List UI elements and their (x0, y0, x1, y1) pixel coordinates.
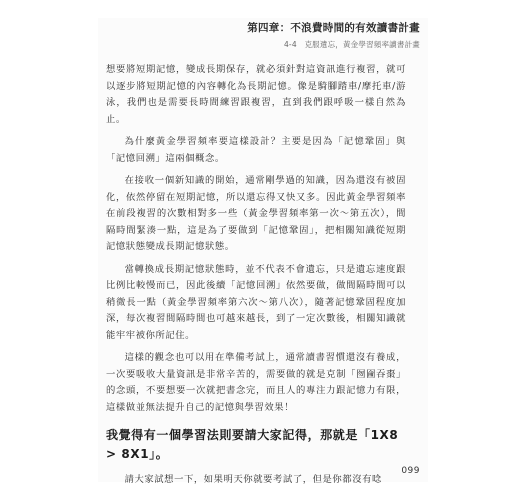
paragraph: 這樣的觀念也可以用在準備考試上，通常讀書習慣還沒有養成，一次要吸收大量資訊是非常辛苦的，需要做的就是克制「囫圇吞棗」的念頭，不要想要一次就把書念完，而且人的專注力跟記憶力有限，這樣做並無法提升自己的記憶與學習效果！ (106, 352, 406, 413)
section-heading: 我覺得有一個學習法則要請大家記得，那就是「1X8 > 8X1」。 (106, 428, 399, 461)
paragraph: 請大家試想一下，如果明天你就要考試了，但是你都沒有唸 (124, 474, 382, 485)
section-subtitle: 4-4 克服遺忘，黃金學習頻率讀書計畫 (283, 40, 420, 49)
paragraph: 當轉換成長期記憶狀態時，並不代表不會遺忘，只是遺忘速度跟比例比較慢而已，因此後續「記憶回溯」依然要做，做間隔時間可以稍微長一點（黃金學習頻率第六次～第八次），隨著記憶鞏固程度加深，每次複習間隔時間也可越來越長，到了一定次數後，相關知識就能牢牢被你所記住。 (106, 263, 406, 341)
paragraph: 在接收一個新知識的開始，通常剛學過的知識，因為還沒有被固化，依然停留在短期記憶，所以還忘得又快又多。因此黃金學習頻率在前段複習的次數相對多一些（黃金學習頻率第一次～第五次），間隔時間緊湊一點，這是為了要做到「記憶鞏固」，把相關知識從短期記憶狀態變成長期記憶狀態。 (106, 175, 406, 252)
page-body (106, 62, 406, 495)
chapter-title: 第四章：不浪費時間的有效讀書計畫 (247, 22, 420, 34)
paragraph: 為什麼黃金學習頻率要這樣設計？主要是因為「記憶鞏固」與「記憶回溯」這兩個概念。 (106, 136, 406, 164)
book-page (98, 18, 428, 485)
chapter-header (247, 20, 420, 50)
page-number: 099 (401, 466, 420, 476)
paragraph: 想要將短期記憶，變成長期保存，就必須針對這資訊進行複習，就可以逐步將短期記憶的內容轉化為長期記憶。像是騎腳踏車/摩托車/游泳，我們也是需要長時間練習跟複習，直到我們跟呼吸一樣自然為止。 (106, 64, 406, 125)
